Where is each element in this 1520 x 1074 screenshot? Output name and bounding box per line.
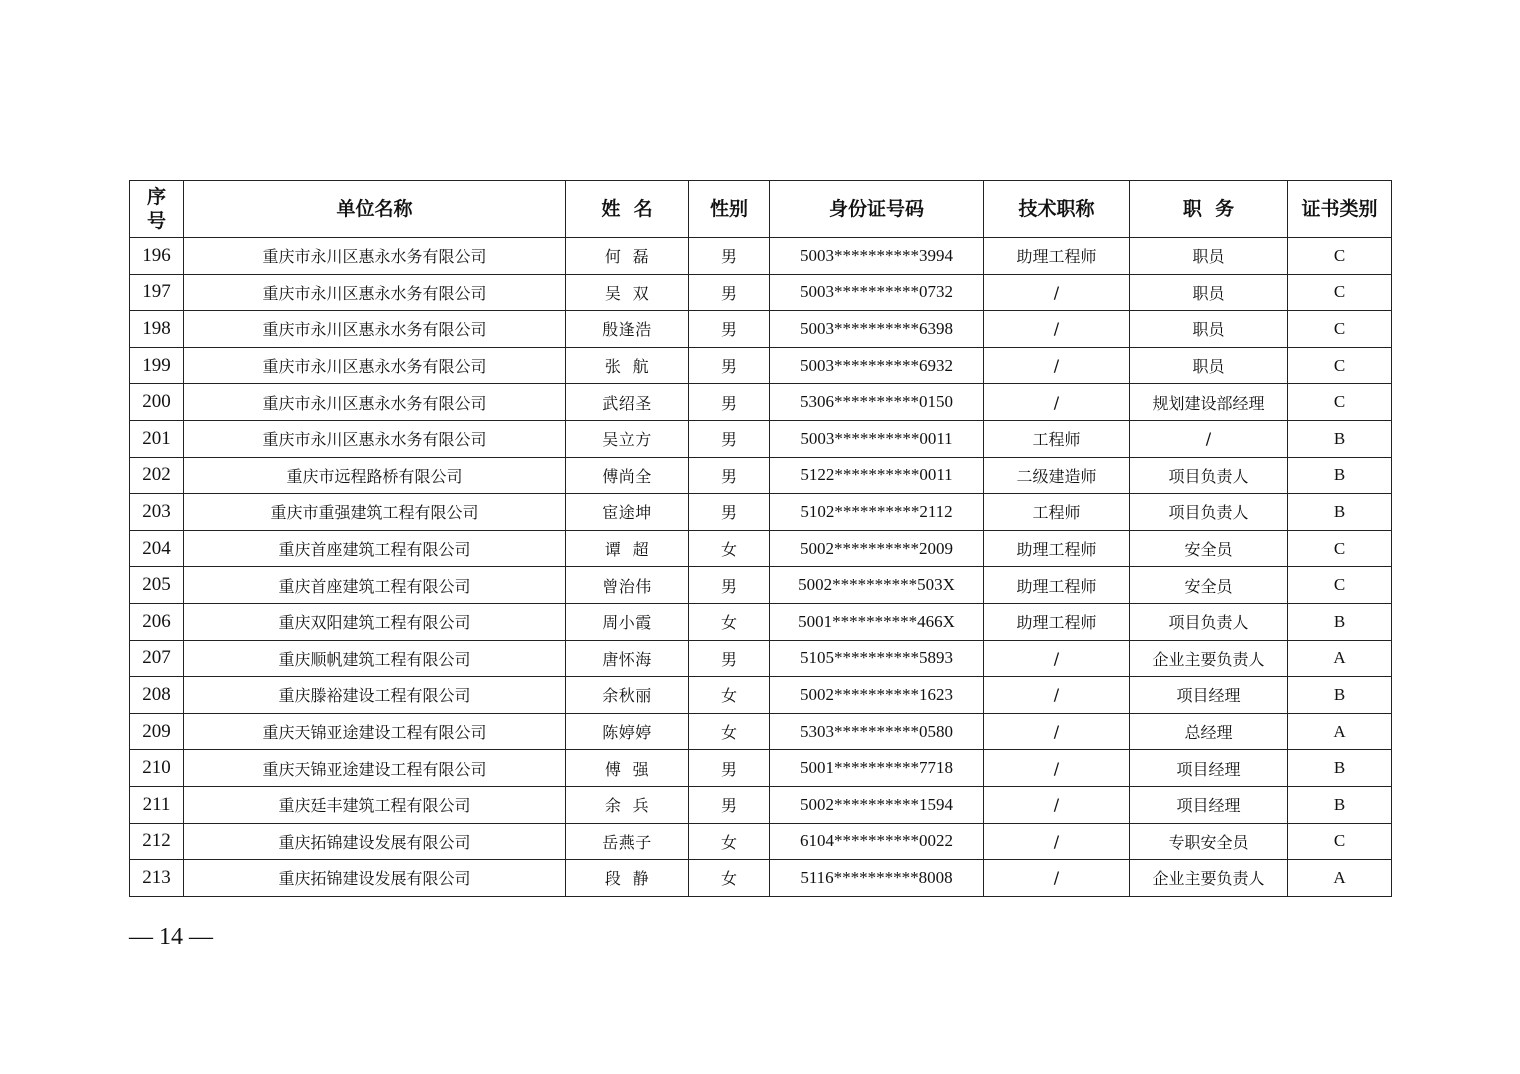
cell-id: 5003**********0732 <box>770 274 984 311</box>
cell-title: 二级建造师 <box>984 457 1130 494</box>
cell-gender: 男 <box>689 457 770 494</box>
cell-seq: 210 <box>130 750 184 787</box>
cell-seq: 200 <box>130 384 184 421</box>
cell-id: 6104**********0022 <box>770 823 984 860</box>
header-id: 身份证号码 <box>770 181 984 238</box>
cell-title: / <box>984 860 1130 897</box>
cell-cert: B <box>1288 786 1392 823</box>
cell-name: 谭 超 <box>566 530 689 567</box>
cell-unit: 重庆双阳建筑工程有限公司 <box>184 603 566 640</box>
cell-unit: 重庆首座建筑工程有限公司 <box>184 567 566 604</box>
cell-gender: 男 <box>689 786 770 823</box>
cell-name: 陈婷婷 <box>566 713 689 750</box>
cell-id: 5122**********0011 <box>770 457 984 494</box>
table-row <box>130 750 1392 787</box>
table-row <box>130 603 1392 640</box>
cell-position: 安全员 <box>1130 530 1288 567</box>
cell-unit: 重庆廷丰建筑工程有限公司 <box>184 786 566 823</box>
cell-unit: 重庆拓锦建设发展有限公司 <box>184 860 566 897</box>
cell-title: 工程师 <box>984 494 1130 531</box>
cell-cert: B <box>1288 677 1392 714</box>
cell-title: / <box>984 823 1130 860</box>
cell-seq: 198 <box>130 311 184 348</box>
cell-id: 5002**********1623 <box>770 677 984 714</box>
table-row <box>130 567 1392 604</box>
cell-cert: B <box>1288 603 1392 640</box>
cell-title: 助理工程师 <box>984 567 1130 604</box>
cell-gender: 男 <box>689 274 770 311</box>
cell-cert: C <box>1288 311 1392 348</box>
header-cert: 证书类别 <box>1288 181 1392 238</box>
cell-gender: 女 <box>689 860 770 897</box>
cell-seq: 213 <box>130 860 184 897</box>
table-row <box>130 274 1392 311</box>
cell-position: 安全员 <box>1130 567 1288 604</box>
cell-name: 岳燕子 <box>566 823 689 860</box>
table-row <box>130 640 1392 677</box>
cell-name: 殷逢浩 <box>566 311 689 348</box>
personnel-table <box>129 180 1392 897</box>
cell-name: 吴立方 <box>566 420 689 457</box>
cell-unit: 重庆市永川区惠永水务有限公司 <box>184 274 566 311</box>
cell-name: 余 兵 <box>566 786 689 823</box>
header-title: 技术职称 <box>984 181 1130 238</box>
cell-title: / <box>984 677 1130 714</box>
cell-unit: 重庆市远程路桥有限公司 <box>184 457 566 494</box>
cell-title: / <box>984 786 1130 823</box>
cell-id: 5002**********2009 <box>770 530 984 567</box>
cell-name: 张 航 <box>566 347 689 384</box>
cell-gender: 男 <box>689 311 770 348</box>
cell-position: 规划建设部经理 <box>1130 384 1288 421</box>
cell-unit: 重庆市永川区惠永水务有限公司 <box>184 311 566 348</box>
cell-position: 企业主要负责人 <box>1130 640 1288 677</box>
cell-gender: 女 <box>689 530 770 567</box>
cell-title: 助理工程师 <box>984 603 1130 640</box>
cell-id: 5002**********503X <box>770 567 984 604</box>
cell-title: / <box>984 311 1130 348</box>
cell-unit: 重庆天锦亚途建设工程有限公司 <box>184 713 566 750</box>
cell-name: 何 磊 <box>566 238 689 275</box>
cell-position: 企业主要负责人 <box>1130 860 1288 897</box>
header-seq <box>130 181 184 238</box>
cell-name: 傅 强 <box>566 750 689 787</box>
cell-seq: 202 <box>130 457 184 494</box>
cell-name: 唐怀海 <box>566 640 689 677</box>
cell-seq: 199 <box>130 347 184 384</box>
table-row <box>130 384 1392 421</box>
cell-id: 5002**********1594 <box>770 786 984 823</box>
cell-seq: 205 <box>130 567 184 604</box>
cell-title: / <box>984 274 1130 311</box>
cell-name: 曾治伟 <box>566 567 689 604</box>
cell-gender: 男 <box>689 238 770 275</box>
cell-title: / <box>984 347 1130 384</box>
cell-cert: C <box>1288 238 1392 275</box>
cell-cert: C <box>1288 384 1392 421</box>
table-row <box>130 420 1392 457</box>
header-position: 职 务 <box>1130 181 1288 238</box>
cell-position: 职员 <box>1130 311 1288 348</box>
cell-seq: 209 <box>130 713 184 750</box>
cell-title: / <box>984 640 1130 677</box>
cell-id: 5003**********6932 <box>770 347 984 384</box>
cell-position: 项目经理 <box>1130 677 1288 714</box>
cell-seq: 206 <box>130 603 184 640</box>
cell-unit: 重庆顺帆建筑工程有限公司 <box>184 640 566 677</box>
cell-id: 5105**********5893 <box>770 640 984 677</box>
table-header-row <box>130 181 1392 238</box>
cell-id: 5001**********7718 <box>770 750 984 787</box>
cell-cert: B <box>1288 457 1392 494</box>
cell-seq: 204 <box>130 530 184 567</box>
cell-position: 项目经理 <box>1130 786 1288 823</box>
cell-name: 武绍圣 <box>566 384 689 421</box>
header-gender: 性别 <box>689 181 770 238</box>
cell-name: 傅尚全 <box>566 457 689 494</box>
cell-unit: 重庆首座建筑工程有限公司 <box>184 530 566 567</box>
cell-unit: 重庆市永川区惠永水务有限公司 <box>184 384 566 421</box>
table-row <box>130 457 1392 494</box>
cell-cert: A <box>1288 860 1392 897</box>
cell-cert: A <box>1288 713 1392 750</box>
cell-seq: 196 <box>130 238 184 275</box>
cell-gender: 男 <box>689 384 770 421</box>
cell-seq: 208 <box>130 677 184 714</box>
cell-name: 余秋丽 <box>566 677 689 714</box>
cell-unit: 重庆市永川区惠永水务有限公司 <box>184 420 566 457</box>
cell-title: / <box>984 713 1130 750</box>
table-row <box>130 238 1392 275</box>
cell-title: / <box>984 384 1130 421</box>
cell-position: 项目负责人 <box>1130 457 1288 494</box>
cell-id: 5001**********466X <box>770 603 984 640</box>
cell-cert: B <box>1288 420 1392 457</box>
cell-gender: 男 <box>689 567 770 604</box>
table-row <box>130 786 1392 823</box>
cell-cert: C <box>1288 823 1392 860</box>
cell-gender: 女 <box>689 713 770 750</box>
cell-position: 总经理 <box>1130 713 1288 750</box>
cell-id: 5003**********3994 <box>770 238 984 275</box>
cell-cert: C <box>1288 567 1392 604</box>
cell-id: 5116**********8008 <box>770 860 984 897</box>
cell-gender: 男 <box>689 750 770 787</box>
cell-id: 5003**********0011 <box>770 420 984 457</box>
cell-name: 宦途坤 <box>566 494 689 531</box>
cell-unit: 重庆滕裕建设工程有限公司 <box>184 677 566 714</box>
cell-position: 职员 <box>1130 347 1288 384</box>
cell-gender: 男 <box>689 420 770 457</box>
cell-gender: 女 <box>689 603 770 640</box>
cell-gender: 男 <box>689 347 770 384</box>
cell-cert: C <box>1288 530 1392 567</box>
cell-name: 段 静 <box>566 860 689 897</box>
table-row <box>130 494 1392 531</box>
cell-cert: B <box>1288 494 1392 531</box>
cell-unit: 重庆市重强建筑工程有限公司 <box>184 494 566 531</box>
cell-gender: 女 <box>689 823 770 860</box>
table-row <box>130 860 1392 897</box>
cell-title: 助理工程师 <box>984 530 1130 567</box>
cell-position: 项目负责人 <box>1130 603 1288 640</box>
cell-gender: 女 <box>689 677 770 714</box>
cell-title: / <box>984 750 1130 787</box>
cell-title: 助理工程师 <box>984 238 1130 275</box>
cell-title: 工程师 <box>984 420 1130 457</box>
cell-seq: 211 <box>130 786 184 823</box>
cell-position: 项目经理 <box>1130 750 1288 787</box>
table-row <box>130 530 1392 567</box>
table-row <box>130 677 1392 714</box>
table-row <box>130 311 1392 348</box>
cell-unit: 重庆市永川区惠永水务有限公司 <box>184 347 566 384</box>
cell-name: 周小霞 <box>566 603 689 640</box>
header-seq-line2: 号 <box>146 210 166 232</box>
cell-position: 专职安全员 <box>1130 823 1288 860</box>
cell-seq: 203 <box>130 494 184 531</box>
cell-cert: C <box>1288 347 1392 384</box>
cell-unit: 重庆天锦亚途建设工程有限公司 <box>184 750 566 787</box>
table-body <box>130 238 1392 897</box>
cell-gender: 男 <box>689 640 770 677</box>
page-number: — 14 — <box>129 924 213 950</box>
cell-name: 吴 双 <box>566 274 689 311</box>
cell-seq: 201 <box>130 420 184 457</box>
table-row <box>130 713 1392 750</box>
cell-id: 5303**********0580 <box>770 713 984 750</box>
table-row <box>130 347 1392 384</box>
cell-position: 职员 <box>1130 274 1288 311</box>
header-unit: 单位名称 <box>184 181 566 238</box>
cell-cert: C <box>1288 274 1392 311</box>
header-seq-line1: 序 <box>146 186 166 208</box>
cell-id: 5003**********6398 <box>770 311 984 348</box>
cell-position: 项目负责人 <box>1130 494 1288 531</box>
cell-id: 5102**********2112 <box>770 494 984 531</box>
cell-unit: 重庆拓锦建设发展有限公司 <box>184 823 566 860</box>
cell-seq: 212 <box>130 823 184 860</box>
table-row <box>130 823 1392 860</box>
cell-position: 职员 <box>1130 238 1288 275</box>
cell-unit: 重庆市永川区惠永水务有限公司 <box>184 238 566 275</box>
cell-cert: A <box>1288 640 1392 677</box>
cell-seq: 197 <box>130 274 184 311</box>
cell-cert: B <box>1288 750 1392 787</box>
cell-id: 5306**********0150 <box>770 384 984 421</box>
header-name: 姓 名 <box>566 181 689 238</box>
cell-gender: 男 <box>689 494 770 531</box>
cell-seq: 207 <box>130 640 184 677</box>
cell-position: / <box>1130 420 1288 457</box>
